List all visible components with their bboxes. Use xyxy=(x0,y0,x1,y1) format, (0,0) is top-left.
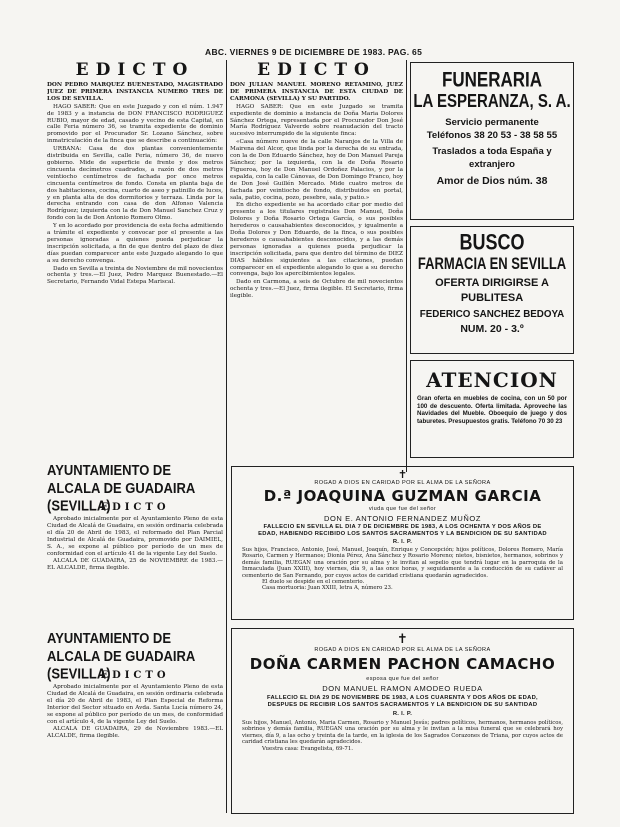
ayuntamiento-body xyxy=(47,684,223,740)
obituary-rip: R. I. P. xyxy=(392,711,413,717)
edicto-paragraph: Y en lo acordado por providencia de esta fecha admitiendo a trámite el expediente y convocar por el presente a las personas ignoradas a quienes pueda perjudicar la inscripción solicitada, a fin de que dentro del plazo de diez días puedan comparecer ante este Juzgado alegando lo que a su derecho convenga. xyxy=(47,223,223,264)
edicto-paragraph: HAGO SABER: Que en este Juzgado y con el núm. 1.947 de 1983 y a instancia de DON FRANCISCO RODRIGUEZ RUBIO, mayor de edad, casado y vecino de esta Capital, en calle Feria número 36, se tramita expediente de dominio promovido por el Procurador Sr. Lozano Sánchez, sobre inmatriculación de la finca que se describe a continuación: xyxy=(47,103,223,145)
obituary-footer: Casa mortuoria: Juan XXIII, letra A, número 23. xyxy=(262,585,393,592)
edicto-paragraph: ALCALA DE GUADAIRA, 25 de NOVIEMBRE de 1983.— EL ALCALDE, firma ilegible. xyxy=(47,558,223,572)
column-rule-2 xyxy=(406,60,407,472)
page-header: ABC. VIERNES 9 DE DICIEMBRE DE 1983. PAG. 65 xyxy=(205,47,423,57)
edicto-intro: DON PEDRO MARQUEZ BUENESTADO, MAGISTRADO JUEZ DE PRIMERA INSTANCIA NUMERO TRES DE LOS DE SEVILLA. xyxy=(47,82,223,102)
edicto-paragraph: «Casa número nueve de la calle Naranjos de la Villa de Mairena del Alcor, que linda por la derecha de su entrada, con la de Don Eduardo Sánchez, hoy de Don Manuel Pareja Sánchez; por la izquierda, con la de Doña Rosario Figueroa, hoy de Don Manuel Ordoñez Palacios, y por la espalda, con la calle Cánovas, de Don Domingo Franco, hoy de Don José Guillén Mercado. Mide cuatro metros de fachada por veintiocho de fondo, distribuidos en portal, sala, patio, cocina, pozo, pesebre, sala, y patio.» xyxy=(230,139,403,201)
cross-icon: ✝ xyxy=(397,468,408,481)
edicto-subtitle: EDICTO xyxy=(100,670,170,681)
atencion-ad xyxy=(410,360,574,458)
funeraria-title: FUNERARIA xyxy=(441,67,543,92)
edicto-column-2 xyxy=(230,60,403,458)
funeraria-phones: Teléfonos 38 20 53 - 38 58 55 xyxy=(426,130,558,141)
funeraria-ad xyxy=(410,62,574,220)
obituary-footer: El duelo se despide en el cementerio. xyxy=(262,579,365,586)
column-rule-3 xyxy=(226,463,227,813)
edicto-column-1 xyxy=(47,60,223,452)
funeraria-transfer: Traslados a toda España y extranjero xyxy=(432,146,552,170)
ayuntamiento-title: AYUNTAMIENTO DE ALCALA DE GUADAIRA (SEVILLA) xyxy=(47,630,195,682)
ayuntamiento-edicto-1 xyxy=(47,462,223,632)
edicto-body xyxy=(47,104,223,287)
farmacia-subtitle: FARMACIA EN SEVILLA xyxy=(417,254,567,273)
obituary-footer: Vuestra casa: Evangelista, 69-71. xyxy=(262,745,353,752)
obituary-pray: ROGAD A DIOS EN CARIDAD POR EL ALMA DE LA SEÑORA xyxy=(314,480,491,486)
farmacia-number: NUM. 20 - 3.º xyxy=(460,323,524,335)
obituary-death: FALLECIO EN SEVILLA EL DIA 7 DE DICIEMBRE DE 1983, A LOS OCHENTA Y DOS AÑOS DE EDAD, HABIENDO RECIBIDO LOS SANTOS SACRAMENTOS Y LA BENDICION DE SU SANTIDAD xyxy=(258,524,547,537)
obituary-1 xyxy=(231,466,574,620)
cross-icon: ✝ xyxy=(397,632,408,647)
farmacia-title: BUSCO xyxy=(459,229,525,255)
edicto-title: EDICTO xyxy=(75,60,195,80)
edicto-paragraph: Aprobado inicialmente por el Ayuntamiento Pleno de esta Ciudad de Alcalá de Guadaira, en sesión ordinaria celebrada el día 20 de Abril de 1983, el Plan Especial de Reforma Interior del Sector situado en Avda. Santa Lucía número 24, se expone al público por período de un mes, de conformidad con el artículo 4, de la vigente Ley del Suelo. xyxy=(47,684,223,725)
edicto-subtitle: EDICTO xyxy=(100,502,170,513)
obituary-husband: DON E. ANTONIO FERNANDEZ MUÑOZ xyxy=(323,514,482,523)
edicto-paragraph: En dicho expediente se ha acordado citar por medio del presente a los titulares registrales Don Manuel, Doña Dolores y Doña Rosario Ortega García, o sus posibles herederos o causahabientes desconocidos, y igualmente a Doña Dolores y Don Eduardo, de la finca, o sus posibles herederos o causahabientes desconocidos, y a las demás personas ignoradas a quienes pueda perjudicar la inscripción solicitada, para que dentro del término de DIEZ DIAS hábiles siguientes a las citaciones, puedan comparecer en el expediente alegando lo que a su derecho convenga, bajo los apercibimientos legales. xyxy=(230,202,403,278)
edicto-paragraph: HAGO SABER: Que en este Juzgado se tramita expediente de dominio a instancia de Doña Maria Dolores Sánchez Ortega, representada por el Procurador Don José María Rodríguez Valverde sobre reanudación del tracto sucesivo interrumpido de la siguiente finca: xyxy=(230,103,403,138)
atencion-title: ATENCION xyxy=(426,368,558,392)
obituary-name: DOÑA CARMEN PACHON CAMACHO xyxy=(249,655,556,673)
ayuntamiento-edicto-2 xyxy=(47,630,223,820)
edicto-paragraph: Dado en Sevilla a treinta de Noviembre de mil novecientos ochenta y tres.—El Juez, Pedro Marquez Buenestado.—El Secretario, Fernando Vidal Estepa Mariscal. xyxy=(47,265,223,286)
column-rule-1 xyxy=(226,60,227,472)
obituary-pray: ROGAD A DIOS EN CARIDAD POR EL ALMA DE LA SEÑORA xyxy=(314,647,491,653)
edicto-title: EDICTO xyxy=(257,60,376,80)
ayuntamiento-title: AYUNTAMIENTO DE ALCALA DE GUADAIRA (SEVILLA) xyxy=(47,462,195,514)
edicto-paragraph: Dado en Carmona, a seis de Octubre de mil novecientos ochenta y tres.—El Juez, firma ilegible. El Secretario, firma ilegible. xyxy=(230,279,403,300)
farmacia-offer: OFERTA DIRIGIRSE A PUBLITESA xyxy=(435,277,549,304)
obituary-2 xyxy=(231,628,574,814)
obituary-body: Sus hijos, Francisco, Antonio, José, Manuel, Joaquín, Enrique y Concepción; hijos políticos, Dolores Romero, María Rosario, Carmen y Hermanos; Dionia Pérez, Ana Sánchez y Rosario Moreno; nietos, bisnietos, hermanos, sobrinos y demás familia, RUEGAN una oración por su alma y le invitan al sepelio que tendrá lugar en la parroquia de la Inmaculada (Juan XXIII), hoy viernes, día 9, a las once horas, y seguidamente a la conducción de su cadáver al cementerio de San Fernando, por cuyos actos de caridad cristiana quedarán agradecidos. xyxy=(242,547,563,579)
edicto-body xyxy=(230,104,403,300)
ayuntamiento-body xyxy=(47,516,223,572)
funeraria-service: Servicio permanente xyxy=(445,117,539,128)
edicto-intro: DON JULIAN MANUEL MORENO RETAMINO, JUEZ DE PRIMERA INSTANCIA DE ESTA CIUDAD DE CARMONA (SEVILLA) Y SU PARTIDO. xyxy=(230,82,403,102)
edicto-paragraph: Aprobado inicialmente por el Ayuntamiento Pleno de esta Ciudad de Alcalá de Guadaira, en sesión ordinaria celebrada el día 20 de Abril de 1983, el reformado del Plan Parcial Industrial de Alcalá de Guadaira, promovido por DAIMIEL, S. A., se expone al público por período de un mes de conformidad con el artículo 41 de la vigente Ley del Suelo. xyxy=(47,516,223,557)
obituary-widow: esposa que fue del señor xyxy=(366,676,439,682)
edicto-paragraph: ALCALA DE GUADAIRA, 29 de Noviembre 1983.—EL ALCALDE, firma ilegible. xyxy=(47,726,223,740)
funeraria-name: LA ESPERANZA, S. A. xyxy=(413,90,571,112)
obituary-widow: viuda que fue del señor xyxy=(368,506,437,512)
farmacia-street: FEDERICO SANCHEZ BEDOYA xyxy=(419,309,565,320)
obituary-body: Sus hijos, Manuel, Antonio, Maria Carmen, Rosario y Manuel Jesús; padres políticos, hermanos, hermanos políticos, sobrinos y demás familia, RUEGAN una oración por su alma y le invitan a la misa funeral que se celebrará hoy viernes, día 9, a las ocho y treinta de la tarde, en la iglesia de los Sagrados Corazones de Triana, por cuyos actos de caridad cristiana les quedarán agradecidos. xyxy=(242,720,563,746)
farmacia-ad xyxy=(410,226,574,354)
obituary-death: FALLECIO EL DIA 29 DE NOVIEMBRE DE 1983, A LOS CUARENTA Y DOS AÑOS DE EDAD, DESPUES DE RECIBIR LOS SANTOS SACRAMENTOS Y LA BENDICION DE SU SANTIDAD xyxy=(267,695,538,708)
edicto-paragraph: URBANA: Casa de dos plantas convenientemente distribuida en Sevilla, calle Feria, número 36, de nuevo gobierno. Mide de superficie de frente y dos metros cincuenta decímetros cuadrados, a razón de dos metros veintiocho centímetros de fachada por once metros cincuenta centímetros de fondo. Consta en planta baja de dos habitaciones, cocina, cuarto de aseo y patinillo de luces, y en planta alta de dos dormitorios y terraza. Linda por la derecha entrando con casa de don Alfonso Valencia Rodríguez; izquierda con la de Don Manuel Sanchez Cruz y fondo con la de Don Antonio Romero Olmo. xyxy=(47,146,223,222)
obituary-name: D.ª JOAQUINA GUZMAN GARCIA xyxy=(263,487,542,505)
funeraria-address: Amor de Dios núm. 38 xyxy=(436,175,548,187)
obituary-husband: DON MANUEL RAMON AMODEO RUEDA xyxy=(322,684,483,693)
atencion-text: Gran oferta en muebles de cocina, con un 50 por 100 de descuento. Oferta limitada. Aproveche las Navidades del Mueble. Oboequio de juego y dos taburetes. Presupuestos gratis. Teléfono 70 30 23 xyxy=(417,395,567,425)
obituary-rip: R. I. P. xyxy=(392,539,413,545)
